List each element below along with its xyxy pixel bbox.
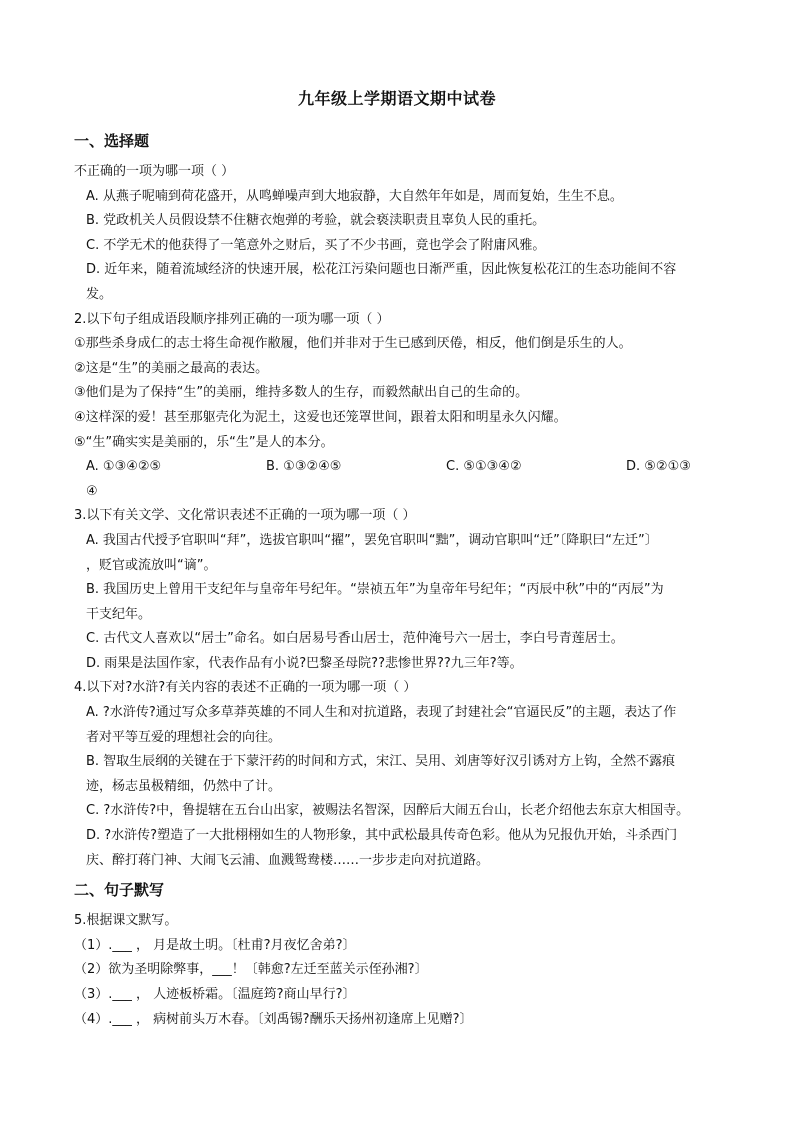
question-1 [74,160,724,308]
fill-line-4: （4）.___ ， 病树前头万木春。〔刘禹锡?酬乐天扬州初逢席上见赠?〕 [74,1011,473,1027]
question-5 [74,909,724,1032]
option-a: A. ①③④②⑤ [86,459,162,475]
sentence-3: ③他们是为了保持“生”的美丽，维持多数人的生存，而毅然献出自己的生命的。 [74,385,529,401]
option-d: D. ?水浒传?塑造了一大批栩栩如生的人物形象，其中武松最具传奇色彩。他从为兄报仇开始，斗杀西门 [86,828,678,844]
option-d: D. 近年来，随着流域经济的快速开展，松花江污染问题也日渐严重，因此恢复松花江的生态功能间不容 [86,262,677,278]
option-b: B. 我国历史上曾用干支纪年与皇帝年号纪年。“崇祯五年”为皇帝年号纪年；“丙辰中秋”中的“丙辰”为 [86,582,664,598]
section-heading-choice: 一、选择题 [74,132,150,150]
options-row [74,455,724,480]
question-stem: 2.以下句子组成语段顺序排列正确的一项为哪一项（ ） [74,311,390,327]
option-b: B. ①③②④⑤ [266,459,342,475]
question-stem: 4.以下对?水浒?有关内容的表述不正确的一项为哪一项（ ） [74,680,417,696]
question-stem: 5.根据课文默写。 [74,913,178,929]
option-a-continued: ，贬官或流放叫“谪”。 [86,557,217,573]
question-4 [74,676,724,873]
option-d: D. ⑤②①③ [626,459,691,475]
question-stem: 不正确的一项为哪一项（ ） [74,164,235,179]
option-b: B. 智取生辰纲的关键在于下蒙汗药的时间和方式，宋江、吴用、刘唐等好汉引诱对方上钩，全然不露痕 [86,754,676,770]
option-d-continued: 庆、醉打蒋门神、大闹飞云浦、血溅鸳鸯楼……一步步走向对抗道路。 [86,852,490,868]
fill-line-3: （3）.___ ， 人迹板桥霜。〔温庭筠?商山早行?〕 [74,987,356,1002]
option-b-continued: 迹，杨志虽极精细，仍然中了计。 [86,778,282,794]
exam-content [74,126,724,1032]
option-a: A. 我国古代授予官职叫“拜”，选拔官职叫“擢”，罢免官职叫“黜”，调动官职叫“迁”〔降职曰“左迁”〕 [86,532,658,548]
section-heading-recitation: 二、句子默写 [74,881,165,900]
question-2 [74,308,724,505]
option-b: B. 党政机关人员假设禁不住糖衣炮弹的考验，就会亵渎职责且辜负人民的重托。 [86,213,546,229]
option-c: C. ⑤①③④② [446,459,522,475]
option-a: A. ?水浒传?通过写众多草莽英雄的不同人生和对抗道路，表现了封建社会“官逼民反”的主题，表达了作 [86,705,677,721]
sentence-1: ①那些杀身成仁的志士将生命视作敝履，他们并非对于生已感到厌倦，相反，他们倒是乐生的人。 [74,336,632,352]
option-a: A. 从燕子呢喃到荷花盛开，从鸣蝉噪声到大地寂静，大自然年年如是，周而复始，生生不息。 [86,188,623,204]
option-c: C. 古代文人喜欢以“居士”命名。如白居易号香山居士，范仲淹号六一居士，李白号青莲居士。 [86,631,624,647]
question-stem: 3.以下有关文学、文化常识表述不正确的一项为哪一项（ ） [74,508,416,524]
page-title: 九年级上学期语文期中试卷 [297,89,496,108]
fill-line-1: （1）.___ ， 月是故土明。〔杜甫?月夜忆舍弟?〕 [74,937,356,953]
sentence-2: ②这是“生”的美丽之最高的表达。 [74,360,269,376]
option-d: D. 雨果是法国作家，代表作品有小说?巴黎圣母院??悲惨世界??九三年?等。 [86,655,523,671]
sentence-5: ⑤“生”确实实是美丽的，乐“生”是人的本分。 [74,434,334,450]
sentence-4: ④这样深的爱！甚至那躯壳化为泥土，这爱也还笼罩世间，跟着太阳和明星永久闪耀。 [74,409,567,425]
option-c: C. ?水浒传?中，鲁提辖在五台山出家，被赐法名智深，因醉后大闹五台山，长老介绍他去东京大相国寺。 [86,803,690,819]
question-3 [74,504,724,676]
option-d-continued: ④ [86,483,98,499]
fill-line-2: （2）欲为圣明除弊事，___！〔韩愈?左迁至蓝关示侄孙湘?〕 [74,962,428,978]
option-c: C. 不学无术的他获得了一笔意外之财后，买了不少书画，竟也学会了附庸风雅。 [86,237,546,253]
option-d-continued: 发。 [86,286,113,302]
option-b-continued: 干支纪年。 [86,606,152,622]
option-a-continued: 者对平等互爱的理想社会的向往。 [86,729,282,745]
